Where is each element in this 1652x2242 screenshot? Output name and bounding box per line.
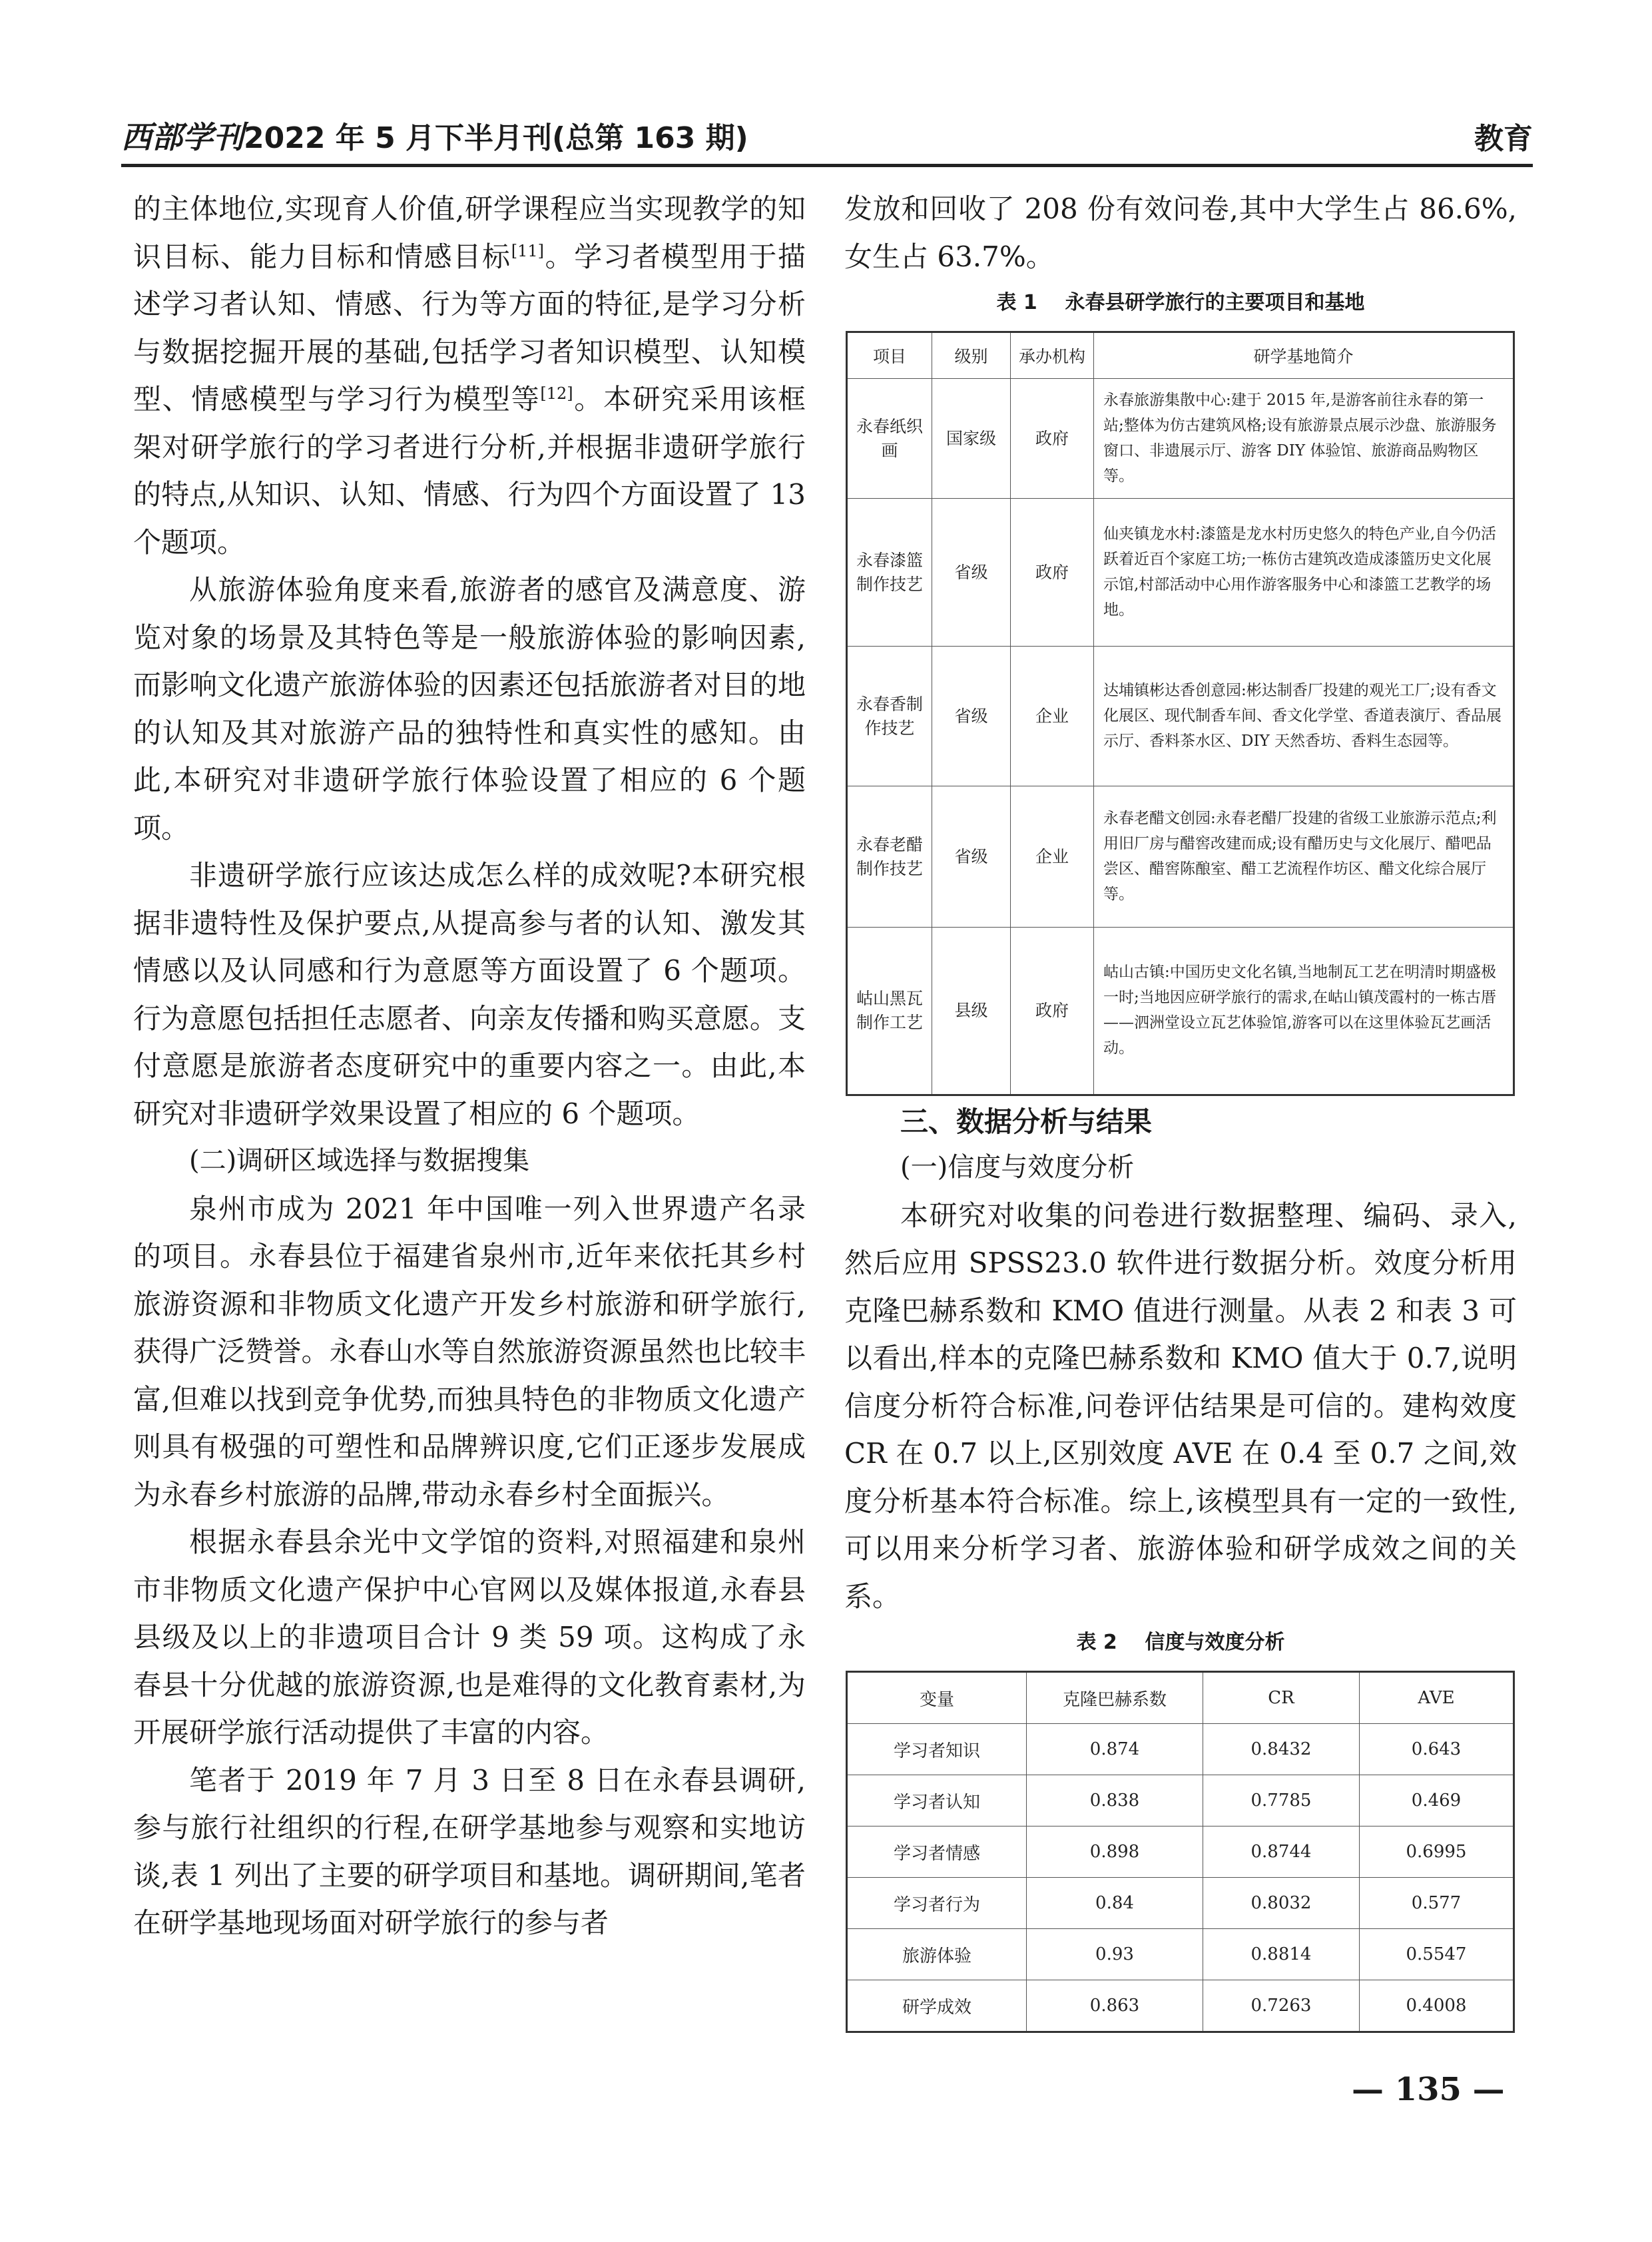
table-header-cell: 级别 <box>932 332 1011 379</box>
table-row <box>847 1980 1514 2032</box>
table-header-cell: CR <box>1203 1672 1360 1724</box>
table-cell-org: 政府 <box>1011 379 1094 499</box>
body-paragraph: 笔者于 2019 年 7 月 3 日至 8 日在永春县调研,参与旅行社组织的行程,在研学基地参与观察和实地访谈,表 1 列出了主要的研学项目和基地。调研期间,笔者在研学基地现场面对研学旅行的参与者 <box>133 1763 806 1939</box>
table-cell-org: 政府 <box>1011 499 1094 647</box>
table-cell: 0.874 <box>1027 1724 1203 1775</box>
table-cell-item: 永春纸织画 <box>847 379 932 499</box>
table-cell: 0.8432 <box>1203 1724 1360 1775</box>
journal-name: 西部学刊 <box>121 119 244 155</box>
page-header <box>121 112 1533 167</box>
table-cell-level: 省级 <box>932 499 1011 647</box>
table-cell-level: 省级 <box>932 647 1011 786</box>
table-cell: 0.469 <box>1360 1775 1514 1826</box>
table-cell: 0.84 <box>1027 1878 1203 1929</box>
paragraph-text: 。本研究采用该框架对研学旅行的学习者进行分析,并根据非遗研学旅行的特点,从知识、认知、情感、行为四个方面设置了 13 个题项。 <box>133 383 806 559</box>
table-cell: 旅游体验 <box>847 1929 1027 1980</box>
table-header-cell: 变量 <box>847 1672 1027 1724</box>
body-paragraph: 本研究对收集的问卷进行数据整理、编码、录入,然后应用 SPSS23.0 软件进行数据分析。效度分析用克隆巴赫系数和 KMO 值进行测量。从表 2 和表 3 可以看出,样本的克隆巴赫系数和 KMO 值大于 0.7,说明信度分析符合标准,问卷评估结果是可信的。建构效度 CR 在 0.7 以上,区别效度 AVE 在 0.4 至 0.7 之间,效度分析基本符合标准。综上,该模型具有一定的一致性,可以用来分析学习者、旅游体验和研学成效之间的关系。 <box>844 1199 1517 1613</box>
table-cell-level: 省级 <box>932 786 1011 928</box>
table-cell: 学习者知识 <box>847 1724 1027 1775</box>
table-cell-desc: 仙夹镇龙水村:漆篮是龙水村历史悠久的特色产业,自今仍活跃着近百个家庭工坊;一栋仿古建筑改造成漆篮历史文化展示馆,村部活动中心用作游客服务中心和漆篮工艺教学的场地。 <box>1094 499 1514 647</box>
table-cell: 0.7785 <box>1203 1775 1360 1826</box>
body-paragraph: 从旅游体验角度来看,旅游者的感官及满意度、游览对象的场景及其特色等是一般旅游体验的影响因素,而影响文化遗产旅游体验的因素还包括旅游者对目的地的认知及其对旅游产品的独特性和真实性的感知。由此,本研究对非遗研学旅行体验设置了相应的 6 个题项。 <box>133 573 806 844</box>
table-header-cell: 克隆巴赫系数 <box>1027 1672 1203 1724</box>
table-cell: 0.6995 <box>1360 1826 1514 1878</box>
table-cell: 0.577 <box>1360 1878 1514 1929</box>
table-header-row <box>847 332 1514 379</box>
citation-ref: [12] <box>540 384 573 403</box>
table-cell-desc: 达埔镇彬达香创意园:彬达制香厂投建的观光工厂;设有香文化展区、现代制香车间、香文化学堂、香道表演厅、香品展示厅、香料茶水区、DIY 天然香坊、香料生态园等。 <box>1094 647 1514 786</box>
section-label: 教育 <box>1474 122 1533 156</box>
table-cell-item: 永春香制作技艺 <box>847 647 932 786</box>
table-cell: 0.7263 <box>1203 1980 1360 2032</box>
table-cell-desc: 岵山古镇:中国历史文化名镇,当地制瓦工艺在明清时期盛极一时;当地因应研学旅行的需求,在岵山镇茂霞村的一栋古厝——泗洲堂设立瓦艺体验馆,游客可以在这里体验瓦艺画活动。 <box>1094 928 1514 1095</box>
table-cell: 0.643 <box>1360 1724 1514 1775</box>
left-column <box>133 185 806 1947</box>
table2-caption: 表 2 信度与效度分析 <box>1076 1631 1285 1654</box>
subsection-heading: (二)调研区域选择与数据搜集 <box>189 1145 530 1176</box>
table-row <box>847 1775 1514 1826</box>
table-cell: 0.863 <box>1027 1980 1203 2032</box>
table-cell-org: 企业 <box>1011 786 1094 928</box>
table-cell-org: 企业 <box>1011 647 1094 786</box>
table-cell-item: 永春老醋制作技艺 <box>847 786 932 928</box>
table-cell-desc: 永春老醋文创园:永春老醋厂投建的省级工业旅游示范点;利用旧厂房与醋窖改建而成;设有醋历史与文化展厅、醋吧品尝区、醋窖陈酿室、醋工艺流程作坊区、醋文化综合展厅等。 <box>1094 786 1514 928</box>
body-paragraph: 发放和回收了 208 份有效问卷,其中大学生占 86.6%,女生占 63.7%。 <box>844 192 1517 273</box>
table-row <box>847 499 1514 647</box>
table-cell: 0.4008 <box>1360 1980 1514 2032</box>
table-cell: 0.93 <box>1027 1929 1203 1980</box>
citation-ref: [11] <box>511 241 544 260</box>
table-cell-desc: 永春旅游集散中心:建于 2015 年,是游客前往永春的第一站;整体为仿古建筑风格;设有旅游景点展示沙盘、旅游服务窗口、非遗展示厅、游客 DIY 体验馆、旅游商品购物区等。 <box>1094 379 1514 499</box>
paragraph-text: 的主体地位,实现育人价值,研学课程应当实现教学的知识目标、能力目标和情感目标 <box>133 192 806 273</box>
table-row <box>847 786 1514 928</box>
page-number: — 135 — <box>1352 2071 1505 2108</box>
table-header-cell: 项目 <box>847 332 932 379</box>
table-cell: 0.8744 <box>1203 1826 1360 1878</box>
table-row <box>847 1826 1514 1878</box>
table-header-row <box>847 1672 1514 1724</box>
table-row <box>847 1929 1514 1980</box>
table-cell: 0.5547 <box>1360 1929 1514 1980</box>
table-cell: 研学成效 <box>847 1980 1027 2032</box>
body-paragraph: 泉州市成为 2021 年中国唯一列入世界遗产名录的项目。永春县位于福建省泉州市,近年来依托其乡村旅游资源和非物质文化遗产开发乡村旅游和研学旅行,获得广泛赞誉。永春山水等自然旅游资源虽然也比较丰富,但难以找到竞争优势,而独具特色的非物质文化遗产则具有极强的可塑性和品牌辨识度,它们正逐步发展成为永春乡村旅游的品牌,带动永春乡村全面振兴。 <box>133 1192 806 1511</box>
header-journal-issue <box>121 113 748 164</box>
body-paragraph: 非遗研学旅行应该达成怎么样的成效呢?本研究根据非遗特性及保护要点,从提高参与者的认知、激发其情感以及认同感和行为意愿等方面设置了 6 个题项。行为意愿包括担任志愿者、向亲友传播和购买意愿。支付意愿是旅游者态度研究中的重要内容之一。由此,本研究对非遗研学效果设置了相应的 6 个题项。 <box>133 859 806 1130</box>
table-row <box>847 1724 1514 1775</box>
table-cell: 学习者情感 <box>847 1826 1027 1878</box>
table-cell: 0.8814 <box>1203 1929 1360 1980</box>
table-cell-level: 县级 <box>932 928 1011 1095</box>
issue-info: 2022 年 5 月下半月刊(总第 163 期) <box>244 121 748 155</box>
table-cell: 0.898 <box>1027 1826 1203 1878</box>
body-paragraph <box>133 185 806 566</box>
table-row <box>847 928 1514 1095</box>
subsection-heading: (一)信度与效度分析 <box>900 1152 1135 1183</box>
table-header-cell: AVE <box>1360 1672 1514 1724</box>
table-cell-level: 国家级 <box>932 379 1011 499</box>
table-cell: 学习者行为 <box>847 1878 1027 1929</box>
body-paragraph: 根据永春县余光中文学馆的资料,对照福建和泉州市非物质文化遗产保护中心官网以及媒体报道,永春县县级及以上的非遗项目合计 9 类 59 项。这构成了永春县十分优越的旅游资源,也是难得的文化教育素材,为开展研学旅行活动提供了丰富的内容。 <box>133 1526 806 1749</box>
table-cell: 0.838 <box>1027 1775 1203 1826</box>
table-cell-org: 政府 <box>1011 928 1094 1095</box>
right-column <box>844 185 1517 2033</box>
table2 <box>846 1671 1515 2033</box>
table-cell-item: 岵山黑瓦制作工艺 <box>847 928 932 1095</box>
table1-caption: 表 1 永春县研学旅行的主要项目和基地 <box>996 291 1365 314</box>
table-header-cell: 承办机构 <box>1011 332 1094 379</box>
table-row <box>847 379 1514 499</box>
table1 <box>846 331 1515 1096</box>
table-row <box>847 1878 1514 1929</box>
table-cell: 0.8032 <box>1203 1878 1360 1929</box>
section-heading: 三、数据分析与结果 <box>900 1105 1153 1138</box>
table-row <box>847 647 1514 786</box>
paragraph-text: 。学习者模型用于描述学习者认知、情感、行为等方面的特征,是学习分析与数据挖掘开展的基础,包括学习者知识模型、认知模型、情感模型与学习行为模型等 <box>133 240 806 416</box>
table-cell: 学习者认知 <box>847 1775 1027 1826</box>
table-cell-item: 永春漆篮制作技艺 <box>847 499 932 647</box>
table-header-cell: 研学基地简介 <box>1094 332 1514 379</box>
